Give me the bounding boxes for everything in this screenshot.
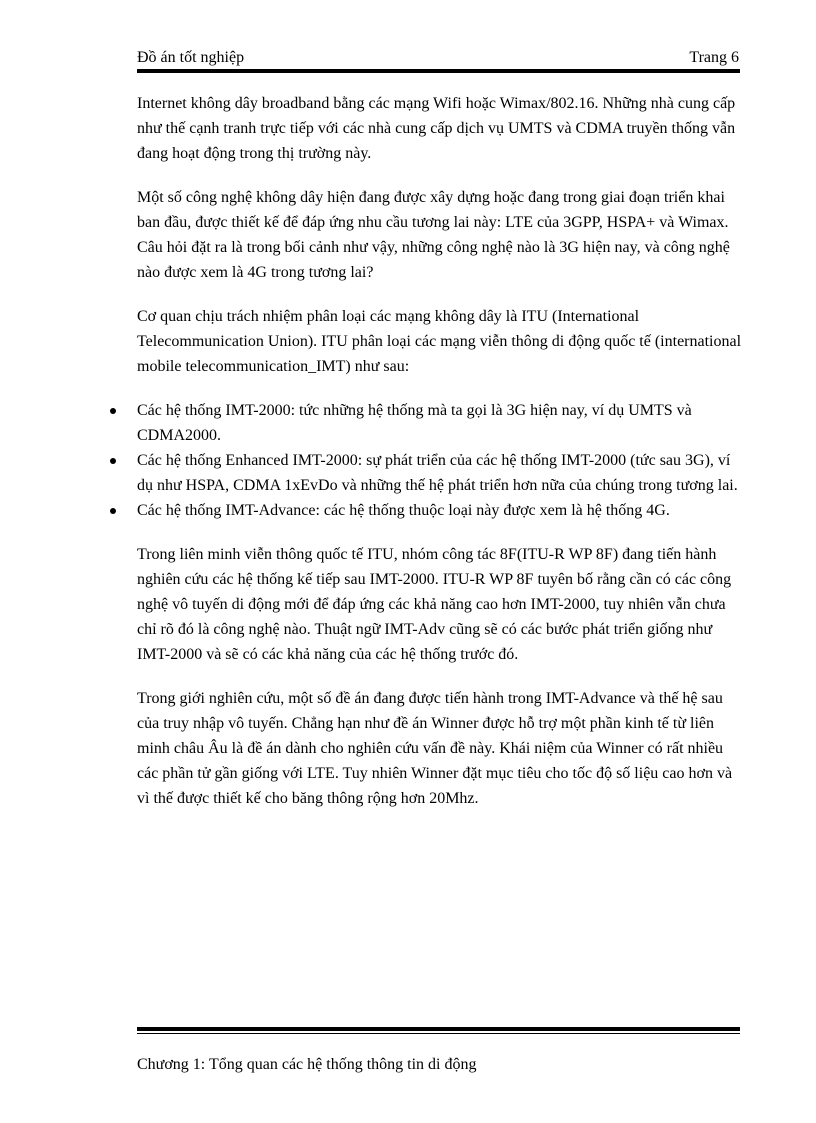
footer-rule-thin bbox=[137, 1033, 740, 1034]
paragraph-2: Một số công nghệ không dây hiện đang được xây dựng hoặc đang trong giai đoạn triển khai ban đầu, được thiết kế để đáp ứng nhu cầu tương lai này: LTE của 3GPP, HSPA+ và Wimax. Câu hỏi đặt ra là trong bối cảnh như vậy, những công nghệ nào là 3G hiện nay, và công nghệ nào được xem là 4G trong tương lai? bbox=[137, 189, 730, 281]
paragraph-5: Trong giới nghiên cứu, một số đề án đang được tiến hành trong IMT-Advance và thế hệ sau của truy nhập vô tuyến. Chẳng hạn như đề án Winner được hỗ trợ một phần kinh tế từ liên minh châu Âu là đề án dành cho nghiên cứu vấn đề này. Khái niệm của Winner có rất nhiều các phần tử gần giống với LTE. Tuy nhiên Winner đặt mục tiêu cho tốc độ số liệu cao hơn và vì thế được thiết kế cho băng thông rộng hơn 20Mhz. bbox=[137, 690, 733, 807]
page-header bbox=[137, 49, 739, 69]
bullet-text: Các hệ thống IMT-2000: tức những hệ thống mà ta gọi là 3G hiện nay, ví dụ UMTS và CDMA2000. bbox=[137, 402, 692, 444]
bullet-item bbox=[137, 498, 743, 523]
header-title: Đồ án tốt nghiệp bbox=[137, 49, 245, 66]
bullet-text: Các hệ thống Enhanced IMT-2000: sự phát triển của các hệ thống IMT-2000 (tức sau 3G), ví dụ như HSPA, CDMA 1xEvDo và những thế hệ phát triển hơn nữa của chúng trong tương lai. bbox=[137, 452, 738, 494]
paragraph-3: Cơ quan chịu trách nhiệm phân loại các mạng không dây là ITU (International Telecommunication Union). ITU phân loại các mạng viễn thông di động quốc tế (international mobile telecommunication_IMT) như sau: bbox=[137, 308, 742, 375]
imt-bullet-list bbox=[137, 398, 743, 523]
page-body bbox=[137, 91, 743, 830]
page-number: Trang 6 bbox=[689, 49, 739, 66]
bullet-item bbox=[137, 448, 743, 498]
bullet-text: Các hệ thống IMT-Advance: các hệ thống thuộc loại này được xem là hệ thống 4G. bbox=[137, 502, 670, 519]
bullet-icon bbox=[110, 508, 116, 514]
header-rule bbox=[137, 69, 740, 73]
bullet-item bbox=[137, 398, 743, 448]
footer-rule-thick bbox=[137, 1027, 740, 1031]
bullet-icon bbox=[110, 458, 116, 464]
paragraph-1: Internet không dây broadband bằng các mạng Wifi hoặc Wimax/802.16. Những nhà cung cấp như thế cạnh tranh trực tiếp với các nhà cung cấp dịch vụ UMTS và CDMA truyền thống vẫn đang hoạt động trong thị trường này. bbox=[137, 95, 736, 162]
bullet-icon bbox=[110, 408, 116, 414]
chapter-footer: Chương 1: Tổng quan các hệ thống thông tin di động bbox=[137, 1056, 477, 1073]
paragraph-4: Trong liên minh viễn thông quốc tế ITU, nhóm công tác 8F(ITU-R WP 8F) đang tiến hành nghiên cứu các hệ thống kế tiếp sau IMT-2000. ITU-R WP 8F tuyên bố rằng cần có các công nghệ vô tuyến di động mới để đáp ứng các khả năng cao hơn IMT-2000, tuy nhiên vẫn chưa chỉ rõ đó là công nghệ nào. Thuật ngữ IMT-Adv cũng sẽ có các bước phát triển giống như IMT-2000 và sẽ có các khả năng của các hệ thống trước đó. bbox=[137, 546, 732, 663]
